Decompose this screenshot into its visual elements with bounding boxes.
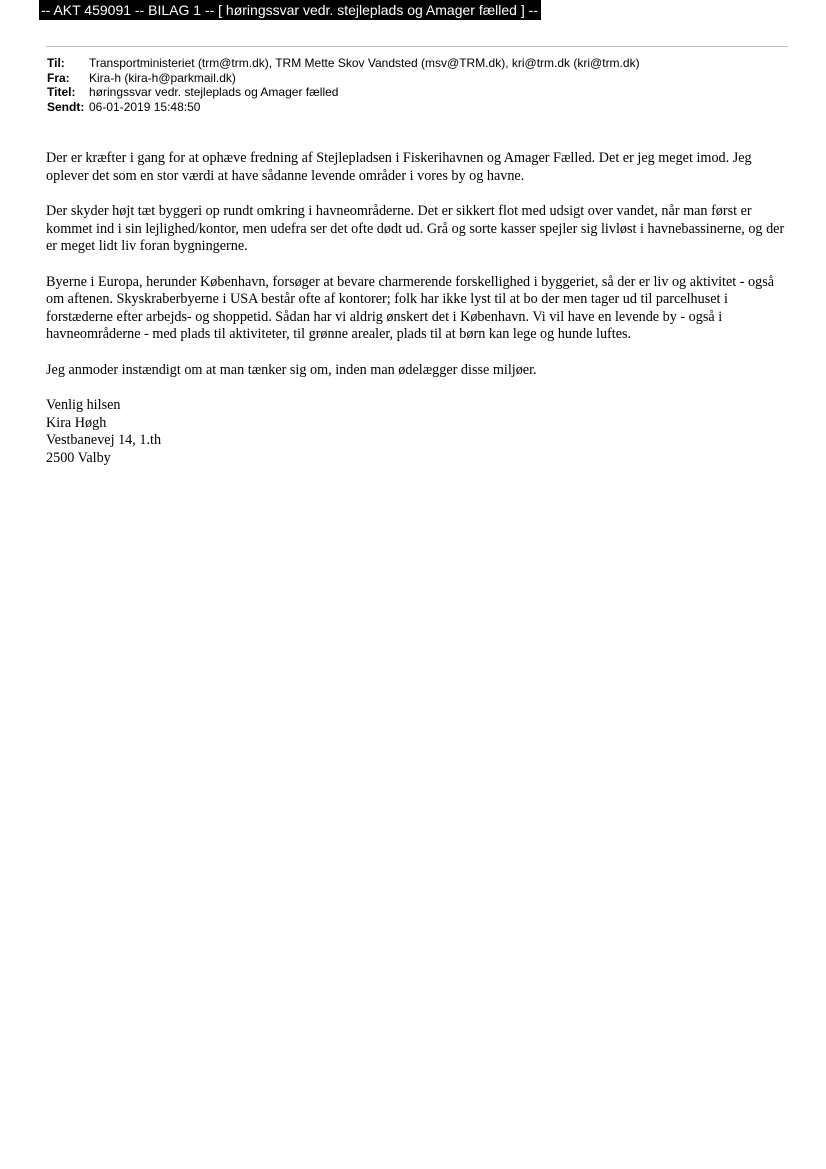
body-paragraph: Byerne i Europa, herunder København, forsøger at bevare charmerende forskellighed i byggeriet, så der er liv og aktivitet - også om aftenen. Skyskraberbyerne i USA består ofte af kontorer; folk har ikke lyst til at bo der men tager ud til parcelhuset i forstæderne efter arbejds- og shoppetid. Sådan har vi aldrig ønskert det i København. Vi vil have en levende by - også i havneområderne - med plads til aktiviteter, til grønne arealer, plads til at børn kan lege og hunde luftes.	[46, 273, 775, 342]
to-row	[47, 56, 640, 71]
sent-row	[47, 100, 640, 115]
email-header	[47, 56, 640, 114]
header-divider	[46, 46, 788, 47]
subject-value: høringssvar vedr. stejleplads og Amager fælled	[89, 85, 339, 99]
signature-address: Vestbanevej 14, 1.th	[46, 432, 162, 448]
body-paragraph: Der er kræfter i gang for at ophæve fredning af Stejlepladsen i Fiskerihavnen og Amager Fælled. Det er jeg meget imod. Jeg oplever det som en stor værdi at have sådanne levende områder i vores by og havne.	[46, 150, 752, 184]
signature-block	[46, 397, 788, 467]
email-body	[46, 150, 788, 467]
from-label: Fra:	[47, 70, 70, 85]
document-banner: -- AKT 459091 -- BILAG 1 -- [ høringssvar vedr. stejleplads og Amager fælled ] --	[39, 0, 541, 20]
body-paragraph: Der skyder højt tæt byggeri op rundt omkring i havneområderne. Det er sikkert flot med udsigt over vandet, når man først er kommet ind i sin lejlighed/kontor, men udefra ser det ofte dødt ud. Grå og sorte kasser spejler sig livløst i havnebassinerne, og der er meget lidt liv foran bygningerne.	[46, 203, 785, 254]
subject-row	[47, 85, 640, 100]
subject-label: Titel:	[47, 85, 76, 99]
to-value: Transportministeriet (trm@trm.dk), TRM Mette Skov Vandsted (msv@TRM.dk), kri@trm.dk (kri@trm.dk)	[89, 56, 640, 70]
sent-value: 06-01-2019 15:48:50	[89, 99, 201, 114]
from-row	[47, 71, 640, 86]
signature-name: Kira Høgh	[46, 414, 107, 431]
to-label: Til:	[47, 56, 65, 70]
signature-city: 2500 Valby	[46, 449, 111, 466]
from-value: Kira-h (kira-h@parkmail.dk)	[89, 70, 236, 85]
signature-closing: Venlig hilsen	[46, 397, 121, 413]
body-paragraph: Jeg anmoder instændigt om at man tænker sig om, inden man ødelægger disse miljøer.	[46, 361, 537, 378]
sent-label: Sendt:	[47, 99, 85, 114]
